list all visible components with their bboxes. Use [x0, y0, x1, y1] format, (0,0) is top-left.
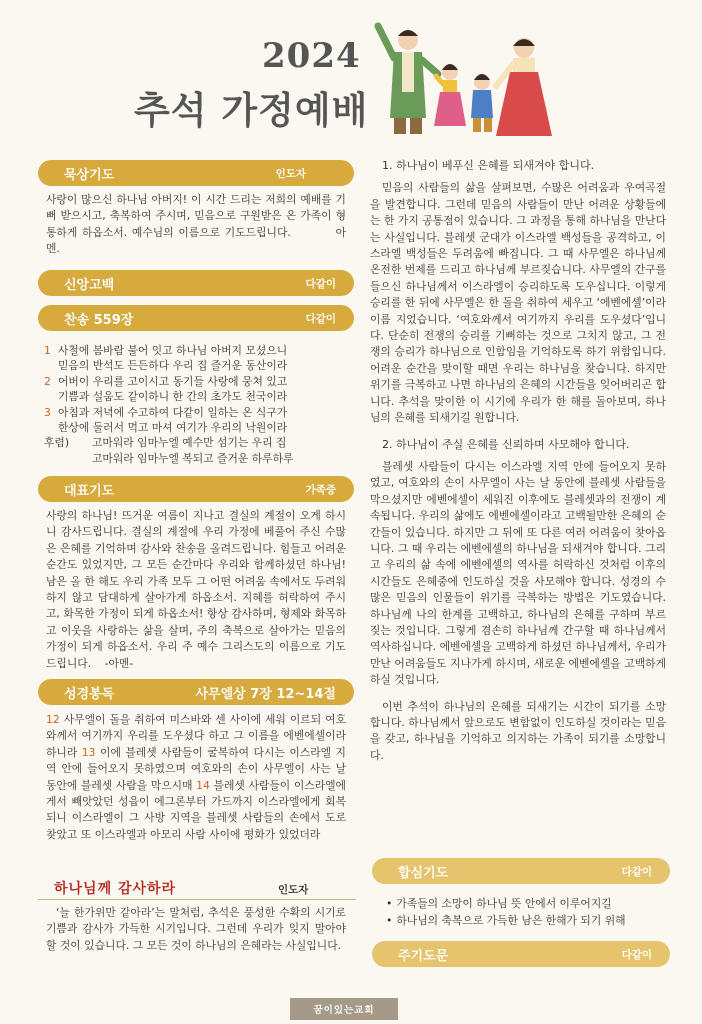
- church-name-footer: 꿈이있는교회: [290, 998, 398, 1020]
- list-item: • 하나님의 축복으로 가득한 남은 한해가 되기 위해: [386, 912, 676, 929]
- sermon-paragraph: 이번 추석이 하나님의 은혜를 되새기는 시간이 되기를 소망합니다. 하나님께서 앞으로도 변함없이 인도하실 것이라는 믿음을 갖고, 하나님을 기억하고 의지하는 가족이 되기를 소망합니다.: [370, 699, 666, 762]
- thanks-title: 하나님께 감사하라: [54, 881, 177, 897]
- sermon-body: [370, 158, 666, 764]
- sermon-paragraph: 블레셋 사람들이 다시는 이스라엘 지역 안에 들어오지 못하였고, 여호와의 손이 사무엘이 사는 날 동안에 블레셋 사람들을 막으셨지만 에벤에셀이 세워진 이후에도 블레셋과의 전쟁이 계속됩니다. 우리의 삶에도 에벤에셀이라고 고백될만한 은혜의 순간들이 있습니다. 하지만 그 뒤에 또 다른 여러 어려움이 찾아옵니다. 그 때 우리는 에벤에셀의 하나님을 되새겨야 합니다. 그리고 우리의 삶 속에 에벤에셀의 역사를 허락하신 것처럼 이후의 시간들도 은혜중에 인도하실 것을 사모해야 합니다. 성경의 수많은 믿음의 인물들이 위기를 극복하는 방법은 기도였습니다. 하나님께 나의 한계를 고백하고, 하나님의 은혜를 구하며 부르짖는 것입니다. 그렇게 겸손히 하나님께 간구할 때 하나님께서 역사하십니다. 에벤에셀을 고백하게 하셨던 하나님께서, 우리가 만난 어려움들도 지나가게 하시며, 새로운 에벤에셀을 고백하게 하실 것입니다.: [370, 459, 666, 687]
- verse-number: 14: [196, 778, 210, 792]
- creed-label: 신앙고백: [64, 277, 115, 293]
- father-figure: [378, 26, 438, 134]
- hymn-leader: 다같이: [305, 312, 336, 325]
- thanks-leader: 인도자: [278, 884, 309, 896]
- header-title: 추석 가정예배: [134, 88, 369, 132]
- verse-number: 13: [81, 745, 96, 759]
- hymn-label: 찬송 559장: [64, 312, 134, 328]
- prayer-bar: [38, 476, 354, 502]
- meditation-amen: 아멘.: [46, 225, 346, 256]
- lords-prayer-label: 주기도문: [398, 948, 449, 964]
- hymn-line: 2 어버이 우리를 고이시고 동기들 사랑에 뭉쳐 있고: [44, 374, 288, 388]
- unison-prayer-leader: 다같이: [621, 865, 652, 878]
- scripture-text: 12 사무엘이 돌을 취하여 미스바와 센 사이에 세워 이르되 여호와께서 여기까지 우리를 도우셨다 하고 그 이름을 에벤에셀이라 하니라 13 이에 블레셋 사람들이 굴복하여 다시는 이스라엘 지역 안에 들어오지 못하였으며 여호와의 손이 사무엘이 사는 날 동안에 블레셋 사람을 막으시매 14 블레셋 사람들이 이스라엘에게서 빼앗았던 성읍이 에그론부터 가드까지 이스라엘에게 회복되니 이스라엘이 그 사방 지역을 블레셋 사람들의 손에서 도로 찾았고 또 이스라엘과 아모리 사람 사이에 평화가 있었더라: [46, 713, 346, 841]
- lords-prayer-bar: [372, 941, 670, 967]
- verse-number: 12: [46, 713, 60, 726]
- prayer-text: 사랑의 하나님! 뜨거운 여름이 지나고 결실의 계절이 오게 하시니 감사드립니다. 결실의 계절에 우리 가정에 베풀어 주신 수많은 은혜를 기억하며 감사와 찬송을 올려드립니다. 힘들고 어려운 순간도 있었지만, 그 모든 순간마다 우리와 함께하셨던 하나님! 남은 올 한 해도 우리 가족 모두 그 어떤 어려움 속에서도 두려워하지 않고 담대하게 살아가게 하옵소서. 지혜를 허락하여 주시고, 화목한 가정이 되게 하옵소서! 항상 감사하며, 형제와 화목하고 이웃을 사랑하는 삶을 살며, 주의 축복으로 살아가는 믿음의 가정이 되게 하옵소서. 우리 주 예수 그리스도의 이름으로 기도드립니다. -아멘-: [46, 509, 346, 670]
- creed-leader: 다같이: [305, 277, 336, 290]
- hymn-line: 믿음의 반석도 든든하다 우리 집 즐거운 동산이라: [58, 359, 288, 373]
- sermon-paragraph: 믿음의 사람들의 삶을 살펴보면, 수많은 어려움과 우여곡절을 발견합니다. 그런데 믿음의 사람들이 만난 어려운 상황들에는 한 가지 공통점이 있습니다. 그 과정을 통해 하나님을 만난다는 사실입니다. 블레셋 군대가 이스라엘 백성들을 공격하고, 이스라엘 백성들은 두려움에 빠집니다. 그 때 사무엘은 하나님께 온전한 번제를 드리고 하나님께 부르짖습니다. 사무엘의 간구를 들으신 하나님께서 이스라엘이 승리하도록 도우십니다. 이렇게 승리를 한 뒤에 사무엘은 한 돌을 취하여 세우고 ‘에벤에셀’이라 이름 지었습니다. ‘여호와께서 여기까지 우리를 도우셨다’입니다. 단순히 전쟁의 승리를 기뻐하는 것으로 그치지 않고, 그 전쟁의 승리가 하나님으로 인함임을 기억하도록 하기 위함입니다. 어려운 순간을 맞이할 때면 우리는 하나님을 찾습니다. 하지만 위기를 극복하고 나면 하나님의 은혜의 시간들을 잊어버리곤 합니다. 추석을 맞이한 이 시기에 우리가 한 해를 돌아보며, 하나님의 은혜를 되새기길 원합니다.: [370, 181, 666, 425]
- sermon-point-2: 2. 하나님이 주실 은혜를 신뢰하며 사모해야 합니다.: [382, 437, 630, 451]
- header-year: 2024: [262, 36, 361, 76]
- hymn-line: 한상에 둘러서 먹고 마셔 여기가 우리의 낙원이라: [58, 421, 288, 435]
- sermon-point-1: 1. 하나님이 베푸신 은혜를 되새겨야 합니다.: [382, 159, 595, 172]
- prayer-amen: -아멘-: [104, 656, 134, 670]
- creed-bar: [38, 270, 354, 296]
- hymn-line: 기쁨과 설움도 같이하니 한 간의 초가도 천국이라: [58, 390, 288, 404]
- thanks-divider: [38, 899, 356, 900]
- scripture-bar: [38, 679, 354, 705]
- meditation-leader: 인도자: [275, 167, 306, 180]
- scripture-label: 성경봉독: [64, 686, 115, 702]
- unison-prayer-bar: [372, 858, 670, 884]
- meditation-bar: [38, 160, 354, 186]
- hymn-bar: [38, 305, 354, 331]
- hymn-lyrics: [44, 343, 334, 466]
- lords-prayer-leader: 다같이: [621, 948, 652, 961]
- hymn-line: 1 사철에 봄바람 불어 잇고 하나님 아버지 모셨으니: [44, 344, 288, 357]
- hymn-line: 3 아침과 저녁에 수고하여 다같이 일하는 온 식구가: [44, 405, 288, 419]
- meditation-text: 사랑이 많으신 하나님 아버지! 이 시간 드리는 저희의 예배를 기뻐 받으시고, 축복하여 주시며, 믿음으로 구원받은 온 가족이 형통하게 하옵소서. 예수님의 이름으로 기도드립니다. 아멘.: [46, 193, 346, 256]
- mother-figure: [496, 38, 552, 136]
- unison-prayer-label: 합심기도: [398, 865, 449, 881]
- family-hanbok-illustration: [372, 22, 558, 142]
- hymn-refrain-line: 후렴) 고마워라 임마누엘 예수만 섬기는 우리 집: [44, 436, 287, 450]
- thanks-text: ‘늘 한가위만 같아라’는 말처럼, 추석은 풍성한 수확의 시기로 기쁨과 감사가 가득한 시기입니다. 그런데 우리가 잊지 말아야 할 것이 있습니다. 그 모든 것이 하나님의 은혜라는 사실입니다.: [46, 906, 346, 952]
- list-item: • 가족들의 소망이 하나님 뜻 안에서 이루어지길: [386, 895, 676, 912]
- hymn-refrain-line: 고마워라 임마누엘 복되고 즐거운 하루하루: [92, 451, 294, 465]
- scripture-reference: 사무엘상 7장 12~14절: [195, 686, 336, 702]
- unison-prayer-list: [386, 895, 676, 929]
- prayer-leader: 가족중: [305, 483, 336, 496]
- meditation-label: 묵상기도: [64, 167, 115, 183]
- prayer-label: 대표기도: [64, 483, 115, 499]
- boy-figure: [471, 74, 493, 132]
